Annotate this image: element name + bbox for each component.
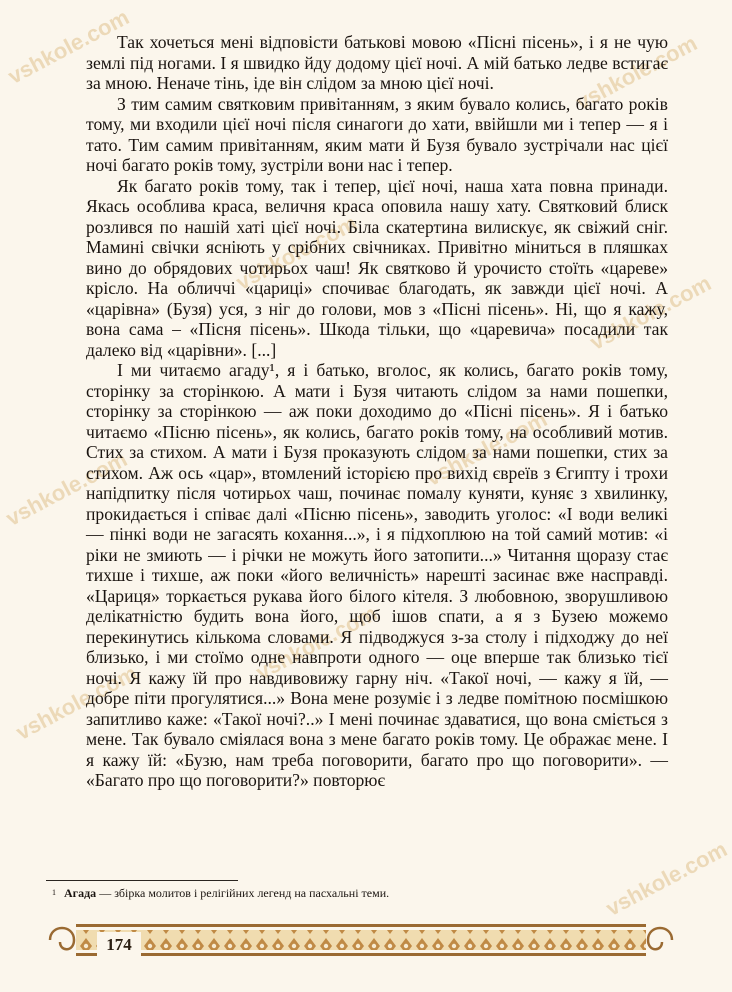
footnote-text: — збірка молитов і релігійних легенд на пасхальні теми.: [96, 886, 390, 900]
footnote-mark: 1: [52, 888, 56, 897]
footnote: [52, 886, 662, 900]
watermark: vshkole.com: [1, 446, 132, 531]
main-text: [86, 32, 668, 791]
watermark: vshkole.com: [251, 600, 382, 685]
watermark: vshkole.com: [601, 836, 732, 921]
ornament-left-scroll: [50, 928, 74, 949]
paragraph: І ми читаємо агаду¹, я і батько, вголос, як колись, багато років тому, сторінку за сторінкою. А мати і Бузя читають слідом за нами пошепки, сторінку за сторінкою — аж поки доходимо до «Пісні пісень». Я і батько читаємо «Пісню пісень», як колись, багато років тому, на особливий мотив. Стих за стихом. А мати і Бузя проказують слідом за нами пошепки, стих за стихом. Аж ось «цар», втомлений історією про вихід євреїв з Єгипту і трохи напідпитку після чотирьох чаш, починає помалу куняти, куняє з хвилинку, прокидається і співає далі «Пісню пісень», заводить уголос: «І води великі — пінкі води не загасять кохання...», і я підхоплюю на той самий мотив: «і ріки не змиють — і річки не можуть його затопити...» Читання щоразу стає тихше і тихше, аж поки «його величність» нарешті засинає вже насправді. «Цариця» торкається рукава його білого кітеля. З любовною, зворушливою делікатністю будить вона його, щоб ішов спати, а я з Бузею можемо перекинутись кількома словами. Я підводжуся з-за столу і підходжу до неї близько, і ми стоїмо одне навпроти одного — оце вперше так близько тієї ночі. Я кажу їй про навдивовижу гарну ніч. «Такої ночі, — кажу я їй, — добре піти прогулятися...» Вона мене розуміє і з ледве помітною посмішкою запитливо каже: «Такої ночі?..» І мені починає здаватися, що вона сміється з мене. Так бувало сміялася вона з мене багато років тому. Це ображає мене. І я кажу їй: «Бузю, нам треба поговорити, багато про що поговорити». — «Багато про що поговорити?» повторює: [86, 360, 668, 790]
page-number: 174: [97, 932, 141, 958]
watermark: vshkole.com: [421, 406, 552, 491]
ornament-right-scroll: [648, 928, 672, 949]
paragraph: Так хочеться мені відповісти батькові мовою «Пісні пісень», і я не чую землі під ногами. І я швидко йду додому цієї ночі. А мій батько ледве встигає за мною. Неначе тінь, іде він слідом за мною цієї ночі.: [86, 32, 668, 93]
watermark: vshkole.com: [11, 660, 142, 745]
watermark: vshkole.com: [231, 210, 362, 295]
paragraph: З тим самим святковим привітанням, з яким бувало колись, багато років тому, ми входили цієї ночі після синагоги до хати, ввійшли ми і тепер — я і тато. Тим самим привітанням, яким мати й Бузя бувало зустрічали нас цієї ночі багато років тому, зустріли вони нас і тепер.: [86, 93, 668, 175]
watermark: vshkole.com: [571, 30, 702, 115]
footnote-divider: [46, 880, 238, 881]
watermark: vshkole.com: [585, 270, 716, 355]
watermark: vshkole.com: [3, 4, 134, 89]
footnote-term: Агада: [64, 886, 97, 900]
paragraph: Як багато років тому, так і тепер, цієї ночі, наша хата повна принади. Якась особлива краса, величня краса оповила нашу хату. Святковий блиск розлився по нашій хаті цієї ночі. Біла скатертина вилискує, як свіжий сніг. Мамині свічки ясніють у срібних свічниках. Привітно міниться в пляшках вино до обрядових чотирьох чаш! Як святково й урочисто стоїть «цареве» крісло. На обличчі «цариці» спочиває благодать, як завжди цієї ночі. А «царівна» (Бузя) уся, з ніг до голови, мов з «Пісні пісень». Ні, що я кажу, вона сама – «Пісня пісень». Шкода тільки, що «царевича» посадили так далеко від «царівни». [...]: [86, 175, 668, 360]
